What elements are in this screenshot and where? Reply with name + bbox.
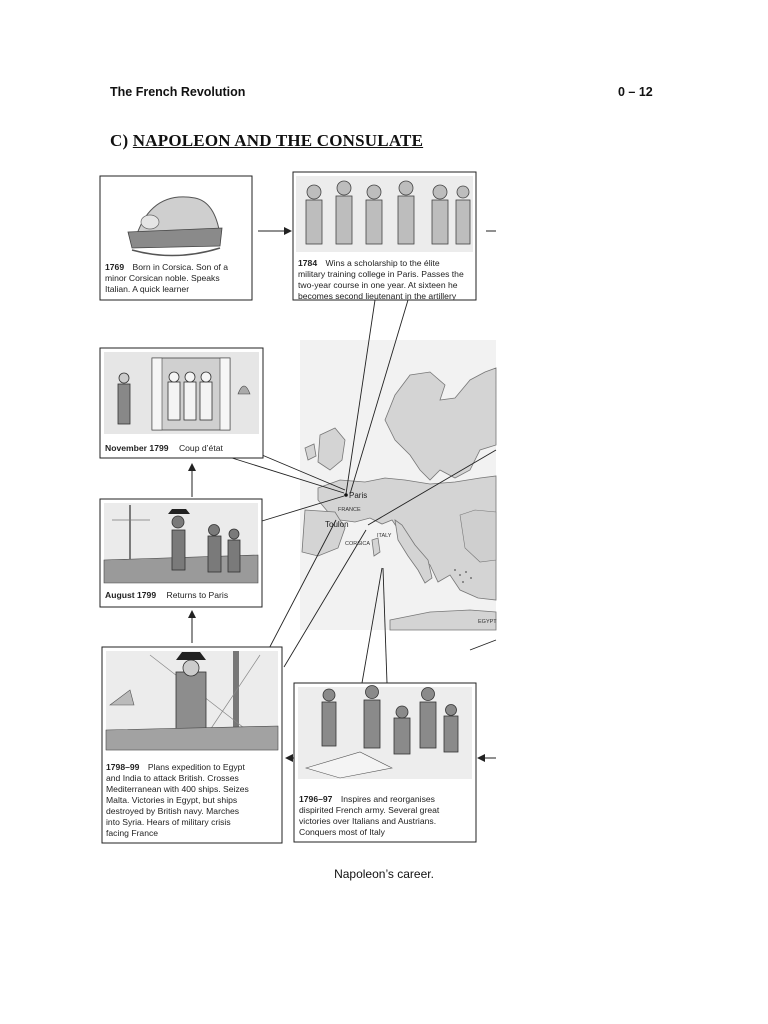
map-label-egypt: EGYPT [478,619,497,625]
panel-nov1799-year: November 1799 [105,443,169,453]
panel-1784-year: 1784 [298,258,318,268]
panel-1796-line-2: dispirited French army. Several great [299,805,440,815]
panel-1796-line-1: Inspires and reorganises [340,794,435,804]
map-label-italy: ITALY [377,533,392,539]
panel-1769-line-3: Italian. A quick learner [105,284,190,294]
panel-1784-line-1: Wins a scholarship to the élite [325,258,440,268]
panel-nov1799-line-1: Coup d’état [178,443,223,453]
panel-1798-line-6: into Syria. Hears of military crisis [106,817,231,827]
panel-1796-97 [294,683,476,842]
army-officers-illustration [298,686,472,780]
figure-caption: Napoleon’s career. [334,867,434,881]
panel-1798-99 [102,647,282,843]
map-label-paris: Paris [349,491,368,500]
panel-1798-text [106,762,251,838]
panel-aug1799-year: August 1799 [105,590,157,600]
page-number: 0 – 12 [618,85,653,99]
panel-1769-line-2: minor Corsican noble. Speaks [105,273,220,283]
document-running-title: The French Revolution [110,85,246,99]
coup-illustration [104,352,259,434]
panel-nov1799-text [105,443,224,453]
panel-1798-line-3: Mediterranean with 400 ships. Seizes [106,784,249,794]
panel-aug1799-text [105,590,228,600]
panel-1784-line-3: two-year course in one year. At sixteen he [298,280,458,290]
map-label-corsica: CORSICA [345,541,371,547]
panel-1798-line-5: destroyed by British navy. Marches [106,806,240,816]
cadets-illustration [296,176,473,252]
panel-1798-line-2: and India to attack British. Crosses [106,773,239,783]
panel-1798-year: 1798–99 [106,762,140,772]
panel-1769-line-1: Born in Corsica. Son of a [132,262,229,272]
panel-1784 [293,172,476,301]
panel-1796-year: 1796–97 [299,794,333,804]
map-label-toulon: Toulon [325,520,349,529]
europe-map [300,340,497,630]
panel-1798-line-4: Malta. Victories in Egypt, but ships [106,795,238,805]
panel-1798-line-1: Plans expedition to Egypt [147,762,245,772]
panel-aug1799-line-1: Returns to Paris [166,590,229,600]
napoleon-on-ship-illustration [106,651,278,751]
panel-1769 [100,176,252,300]
panel-1796-line-3: victories over Italians and Austrians. [299,816,437,826]
panel-1796-line-4: Conquers most of Italy [299,827,385,837]
section-title-text: NAPOLEON AND THE CONSULATE [132,131,424,150]
panel-1769-year: 1769 [105,262,125,272]
panel-1784-line-4: becomes second lieutenant in the artillery [298,291,457,301]
panel-november-1799 [100,348,263,458]
map-label-france: FRANCE [338,507,361,513]
panel-1798-line-7: facing France [106,828,159,838]
panel-august-1799 [100,499,262,607]
section-prefix: C) [110,131,129,150]
panel-1784-line-2: military training college in Paris. Passes the [298,269,464,279]
ship-deck-illustration [104,503,258,583]
